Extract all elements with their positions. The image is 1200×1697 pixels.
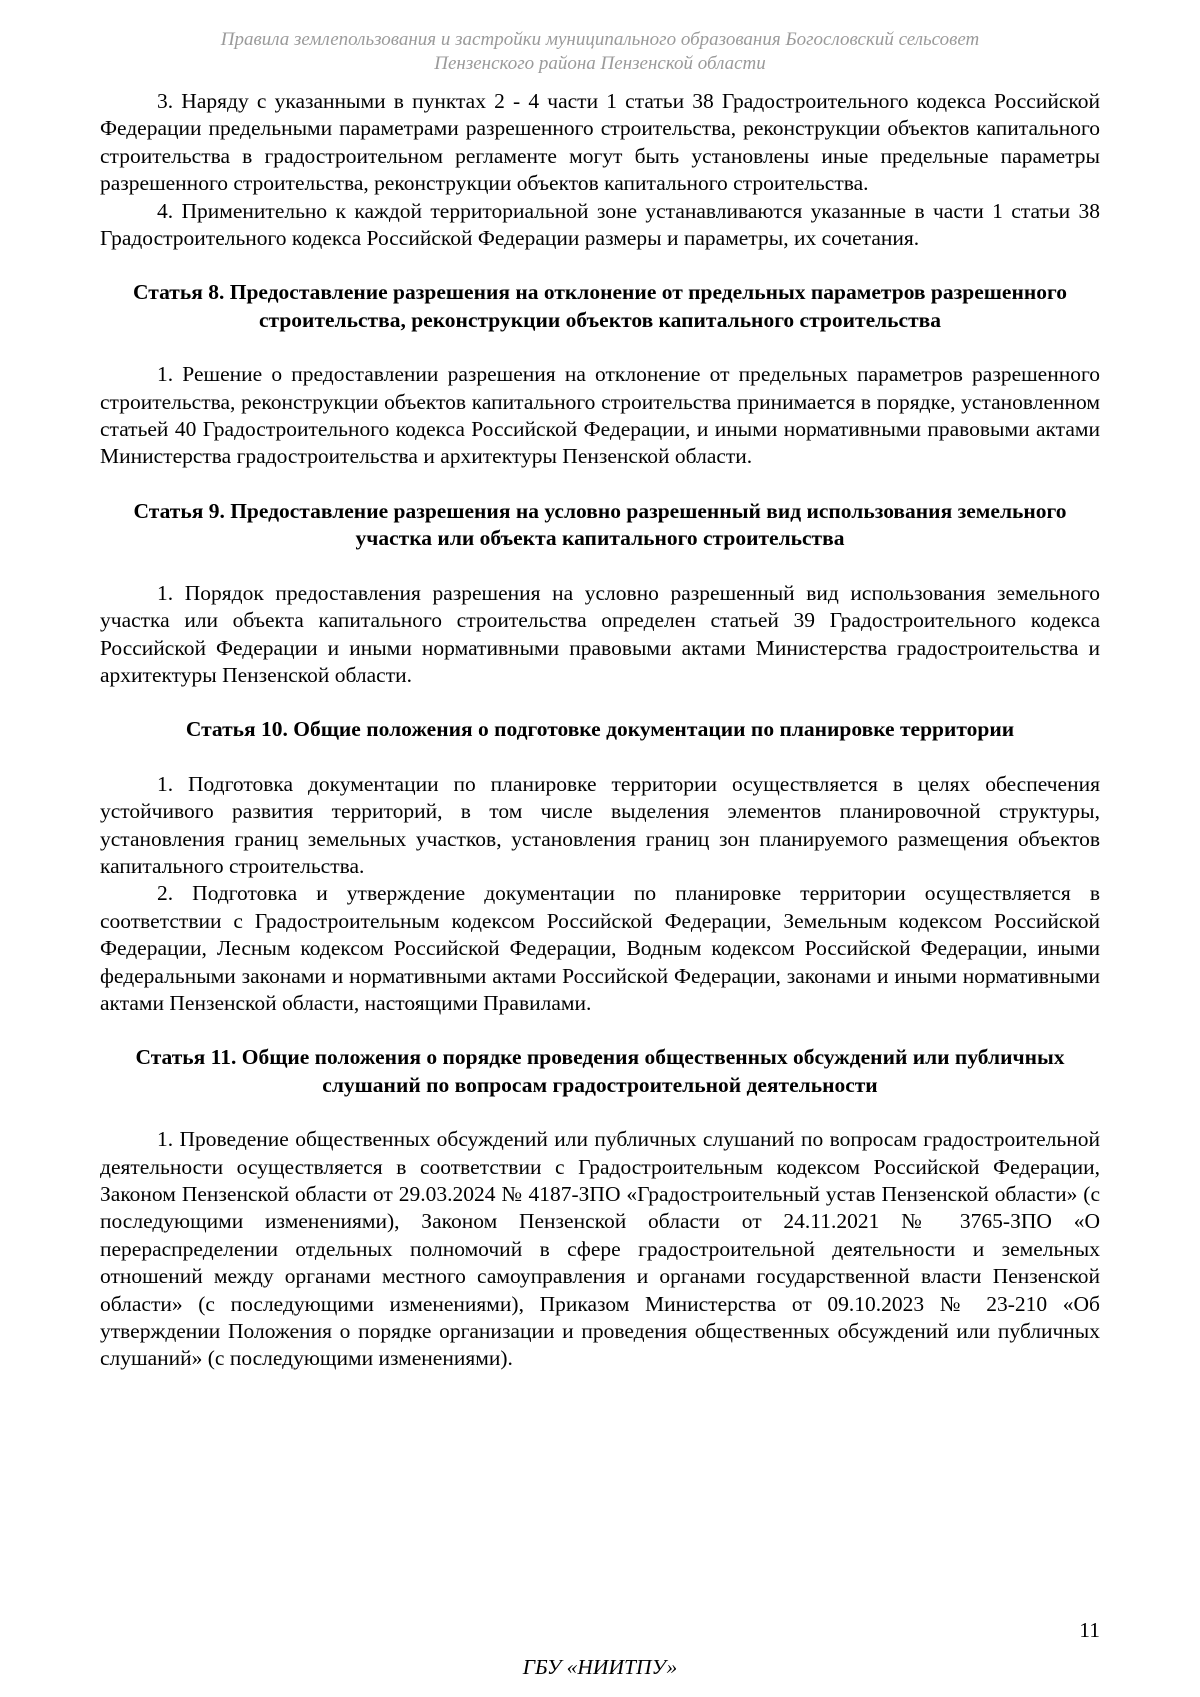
running-footer: ГБУ «НИИТПУ» xyxy=(522,1655,678,1679)
document-body xyxy=(100,88,1100,1373)
article-9-paragraph-1: 1. Порядок предоставления разрешения на условно разрешенный вид использования земельного участка или объекта капитального строительства определен статьей 39 Градостроительного кодекса Российской Федерации и иными нормативными правовыми актами Министерства градостроительства и архитектуры Пензенской области. xyxy=(100,580,1100,687)
paragraph-4: 4. Применительно к каждой территориальной зоне устанавливаются указанные в части 1 статьи 38 Градостроительного кодекса Российской Федерации размеры и параметры, их сочетания. xyxy=(100,198,1100,251)
article-10-paragraph-2: 2. Подготовка и утверждение документации по планировке территории осуществляется в соответствии с Градостроительным кодексом Российской Федерации, Земельным кодексом Российской Федерации, Лесным кодексом Российской Федерации, Водным кодексом Российской Федерации, иными федеральными законами и нормативными актами Российской Федерации, законами и иными нормативными актами Пензенской области, настоящими Правилами. xyxy=(100,881,1100,1015)
article-10-paragraph-1: 1. Подготовка документации по планировке территории осуществляется в целях обеспечения устойчивого развития территорий, в том числе выделения элементов планировочной структуры, установления границ земельных участков, установления границ зон планируемого размещения объектов капитального строительства. xyxy=(100,771,1100,878)
running-header xyxy=(100,28,1100,76)
article-10-heading: Статья 10. Общие положения о подготовке документации по планировке территории xyxy=(185,717,1015,742)
article-9-heading: Статья 9. Предоставление разрешения на условно разрешенный вид использования земельного участка или объекта капитального строительства xyxy=(133,498,1067,551)
paragraph-3: 3. Наряду с указанными в пунктах 2 - 4 части 1 статьи 38 Градостроительного кодекса Российской Федерации предельными параметрами разрешенного строительства, реконструкции объектов капитального строительства в градостроительном регламенте могут быть установлены иные предельные параметры разрешенного строительства, реконструкции объектов капитального строительства. xyxy=(100,89,1100,196)
running-header-line-2: Пензенского района Пензенской области xyxy=(434,53,766,74)
page-number: 11 xyxy=(1079,1618,1100,1642)
article-8-paragraph-1: 1. Решение о предоставлении разрешения на отклонение от предельных параметров разрешенного строительства, реконструкции объектов капитального строительства принимается в порядке, установленном статьей 40 Градостроительного кодекса Российской Федерации, и иными нормативными правовыми актами Министерства градостроительства и архитектуры Пензенской области. xyxy=(100,362,1100,469)
article-11-paragraph-1: 1. Проведение общественных обсуждений или публичных слушаний по вопросам градостроительной деятельности осуществляется в соответствии с Градостроительным кодексом Российской Федерации, Законом Пензенской области от 29.03.2024 № 4187-ЗПО «Градостроительный устав Пензенской области» (с последующими изменениями), Законом Пензенской области от 24.11.2021 № 3765-ЗПО «О перераспределении отдельных полномочий в сфере градостроительной деятельности и земельных отношений между органами местного самоуправления и органами государственной власти Пензенской области» (с последующими изменениями), Приказом Министерства от 09.10.2023 № 23-210 «Об утверждении Положения о порядке организации и проведения общественных обсуждений или публичных слушаний» (с последующими изменениями). xyxy=(100,1127,1100,1371)
article-11-heading: Статья 11. Общие положения о порядке проведения общественных обсуждений или публичных слушаний по вопросам градостроительной деятельности xyxy=(135,1045,1065,1097)
article-8-heading: Статья 8. Предоставление разрешения на отклонение от предельных параметров разрешенного строительства, реконструкции объектов капитального строительства xyxy=(133,280,1067,332)
running-header-line-1: Правила землепользования и застройки муниципального образования Богословский сельсовет xyxy=(220,29,980,50)
